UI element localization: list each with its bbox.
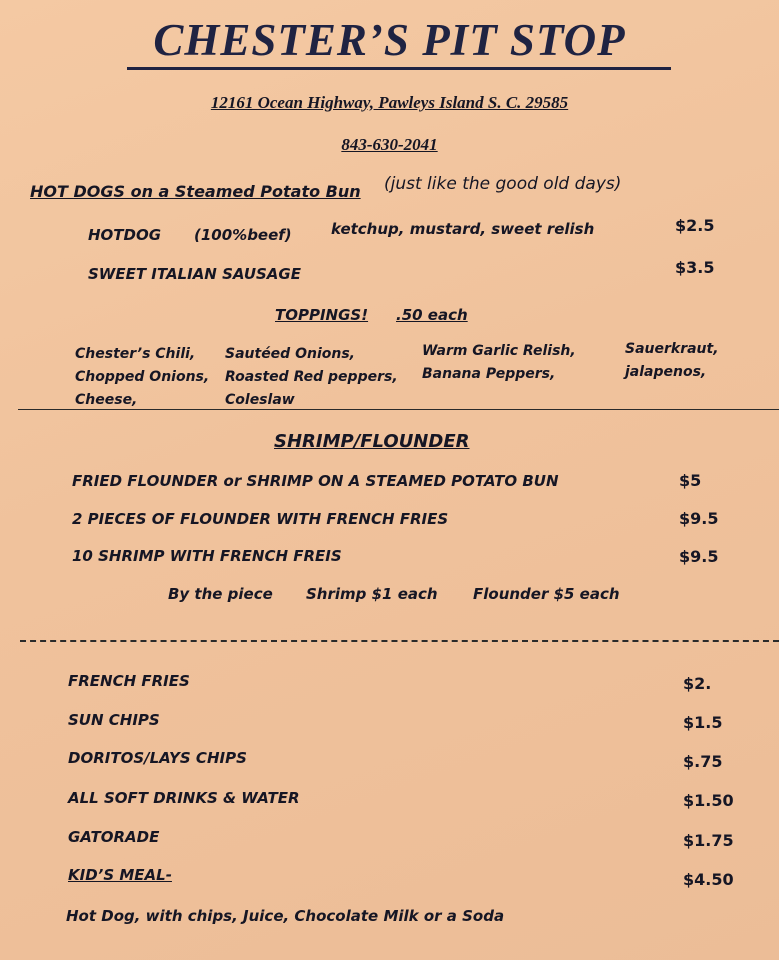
side-item-name: FRENCH FRIES — [68, 672, 190, 690]
topping-item: Coleslaw — [225, 392, 295, 408]
seafood-item-3-name: 10 SHRIMP WITH FRENCH FREIS — [72, 547, 342, 565]
topping-item: jalapenos, — [625, 364, 707, 380]
hotdog-name: HOTDOG — [88, 226, 162, 244]
toppings-column-2 — [225, 343, 398, 412]
toppings-price: .50 each — [396, 306, 468, 324]
kids-meal-price: $4.50 — [683, 870, 734, 889]
phone-number: 843-630-2041 — [341, 135, 438, 154]
topping-item: Sauerkraut, — [625, 341, 719, 357]
topping-item: Banana Peppers, — [422, 366, 556, 382]
topping-item: Chopped Onions, — [75, 369, 210, 385]
side-item-price: $2. — [683, 674, 712, 693]
sausage-price: $3.5 — [675, 258, 715, 277]
toppings-column-4 — [625, 338, 719, 384]
flounder-by-piece: Flounder $5 each — [473, 585, 620, 603]
hotdog-detail: (100%beef) — [194, 226, 292, 244]
shrimp-by-piece: Shrimp $1 each — [306, 585, 438, 603]
hot-dogs-heading: HOT DOGS on a Steamed Potato Bun — [30, 182, 361, 201]
section-divider — [18, 409, 779, 410]
hotdog-toppings: ketchup, mustard, sweet relish — [331, 220, 595, 238]
menu-title: CHESTER’S PIT STOP — [153, 15, 626, 65]
side-item-name: ALL SOFT DRINKS & WATER — [68, 789, 300, 807]
side-item-price: $1.50 — [683, 791, 734, 810]
topping-item: Warm Garlic Relish, — [422, 343, 576, 359]
topping-item: Roasted Red peppers, — [225, 369, 398, 385]
kids-meal-description: Hot Dog, with chips, Juice, Chocolate Milk or a Soda — [66, 907, 505, 925]
toppings-column-1 — [75, 343, 209, 412]
side-item-name: SUN CHIPS — [68, 711, 160, 729]
side-item-price: $1.75 — [683, 831, 734, 850]
side-item-price: $1.5 — [683, 713, 723, 732]
sausage-name: SWEET ITALIAN SAUSAGE — [88, 265, 301, 283]
address: 12161 Ocean Highway, Pawleys Island S. C. 29585 — [210, 93, 569, 112]
toppings-heading: TOPPINGS! — [275, 306, 369, 324]
hotdog-price: $2.5 — [675, 216, 715, 235]
kids-meal-name: KID’S MEAL- — [68, 866, 172, 884]
dashed-divider — [20, 640, 779, 642]
seafood-heading: SHRIMP/FLOUNDER — [274, 431, 470, 452]
seafood-item-2-name: 2 PIECES OF FLOUNDER WITH FRENCH FRIES — [72, 510, 449, 528]
topping-item: Sautéed Onions, — [225, 346, 355, 362]
topping-item: Chester’s Chili, — [75, 346, 196, 362]
side-item-price: $.75 — [683, 752, 723, 771]
toppings-column-3 — [422, 340, 576, 386]
title-underline — [127, 67, 671, 70]
side-item-name: DORITOS/LAYS CHIPS — [68, 749, 247, 767]
by-the-piece-label: By the piece — [168, 585, 273, 603]
seafood-item-1-name: FRIED FLOUNDER or SHRIMP ON A STEAMED POTATO BUN — [72, 472, 559, 490]
hot-dogs-note: (just like the good old days) — [384, 174, 622, 194]
topping-item: Cheese, — [75, 392, 138, 408]
seafood-item-3-price: $9.5 — [679, 547, 719, 566]
seafood-item-2-price: $9.5 — [679, 509, 719, 528]
side-item-name: GATORADE — [68, 828, 160, 846]
seafood-item-1-price: $5 — [679, 471, 702, 490]
